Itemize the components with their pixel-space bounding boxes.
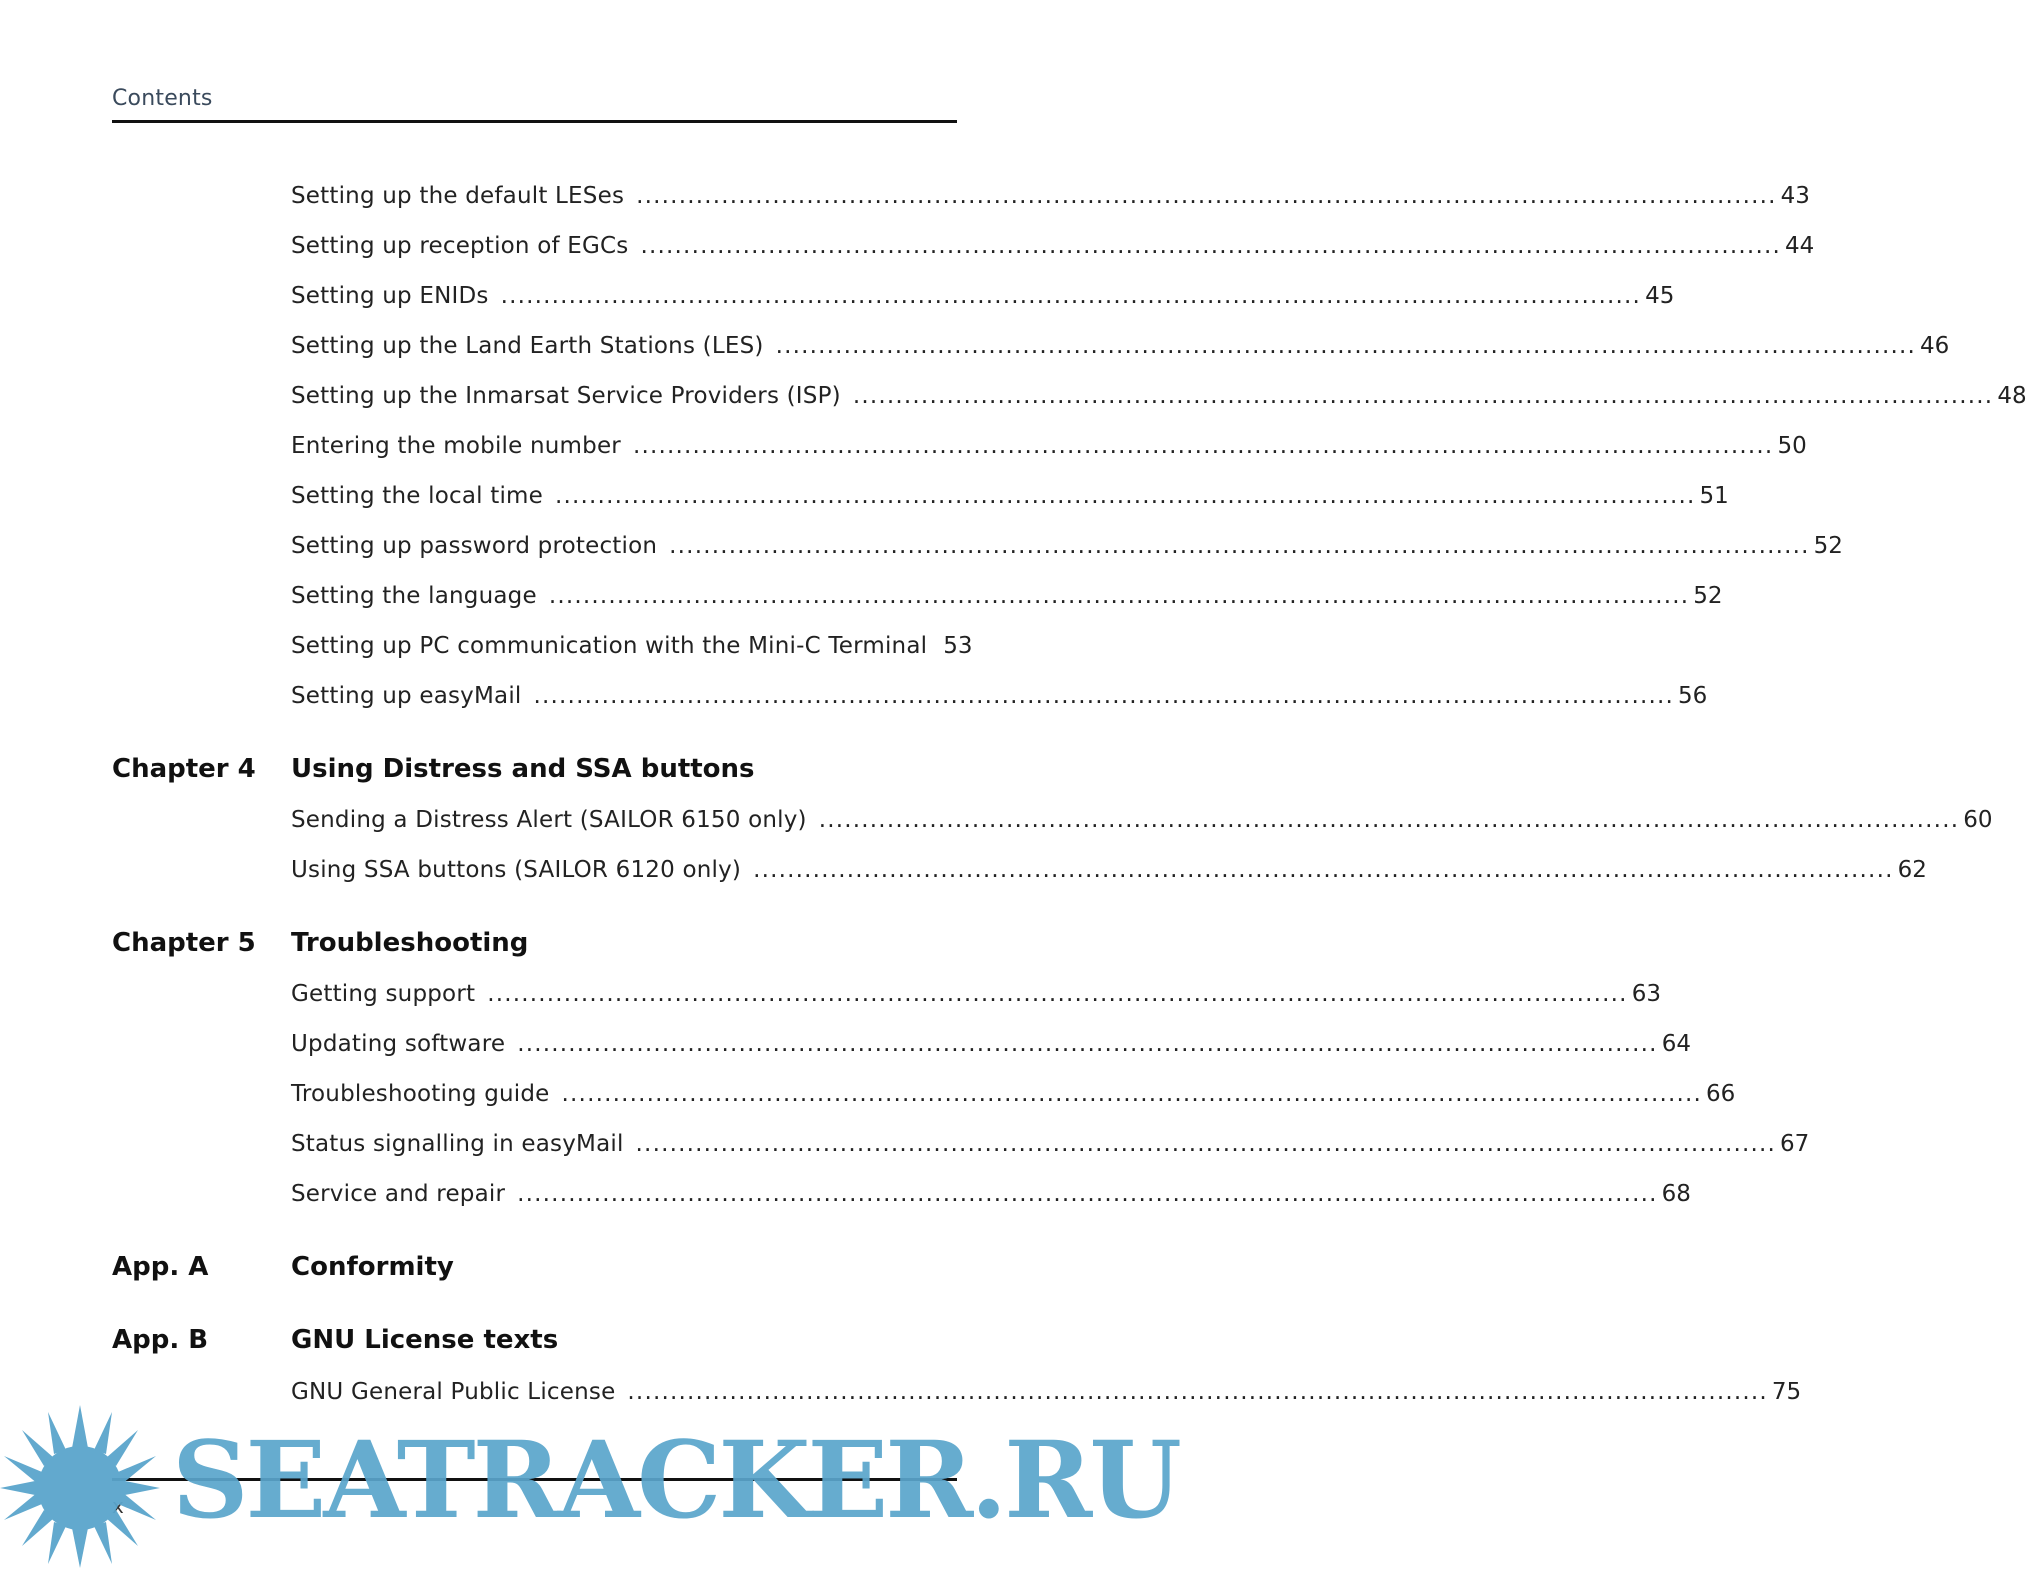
toc-entry[interactable] bbox=[291, 280, 1675, 312]
toc-entry[interactable] bbox=[291, 680, 1708, 712]
toc-entry-page: 62 bbox=[1897, 857, 1927, 883]
toc-entry-page: 46 bbox=[1920, 333, 1950, 359]
toc-entry-page: 63 bbox=[1631, 981, 1661, 1007]
toc-entry-label: Entering the mobile number bbox=[291, 433, 621, 459]
toc-entry-page: 44 bbox=[1784, 233, 1815, 259]
toc-entry-label: Troubleshooting guide bbox=[291, 1081, 550, 1107]
dot-leader: ...................................................................................................................................... bbox=[487, 981, 1628, 1007]
dot-leader: ...................................................................................................................................... bbox=[852, 383, 1994, 409]
toc-entry[interactable] bbox=[291, 180, 1810, 212]
toc-entry-label: Setting up the default LESes bbox=[291, 183, 625, 209]
chapter-label: App. B bbox=[112, 1325, 209, 1355]
dot-leader: ...................................................................................................................................... bbox=[753, 857, 1894, 883]
toc-entry-page: 52 bbox=[1693, 583, 1723, 609]
dot-leader: ...................................................................................................................................... bbox=[635, 1131, 1777, 1157]
toc-entry-label: Updating software bbox=[291, 1031, 506, 1057]
toc-entry[interactable] bbox=[291, 580, 1723, 612]
toc-entry-label: Setting up PC communication with the Mini-C Terminal bbox=[291, 633, 928, 659]
toc-entry-page: 50 bbox=[1777, 433, 1807, 459]
toc-entry[interactable] bbox=[291, 630, 973, 662]
toc-entry-page: 68 bbox=[1661, 1181, 1691, 1207]
toc-entry-label: Setting up the Land Earth Stations (LES) bbox=[291, 333, 764, 359]
toc-entry-page: 67 bbox=[1780, 1131, 1810, 1157]
toc-entry[interactable] bbox=[291, 978, 1661, 1010]
toc-entry-page: 52 bbox=[1813, 533, 1843, 559]
toc-entry[interactable] bbox=[291, 530, 1843, 562]
toc-entry-label: Setting up the Inmarsat Service Providers (ISP) bbox=[291, 383, 841, 409]
toc-entry[interactable] bbox=[291, 1078, 1736, 1110]
toc-entry-page: 48 bbox=[1997, 383, 2027, 409]
toc-entry-label: Setting up ENIDs bbox=[291, 283, 489, 309]
chapter-label: Chapter 5 bbox=[112, 928, 256, 958]
toc-entry-label: Setting up easyMail bbox=[291, 683, 522, 709]
dot-leader: ...................................................................................................................................... bbox=[636, 183, 1777, 209]
chapter-title[interactable]: Conformity bbox=[291, 1252, 454, 1282]
dot-leader: ...................................................................................................................................... bbox=[640, 233, 1781, 259]
toc-entry-label: Status signalling in easyMail bbox=[291, 1131, 624, 1157]
toc-entry-label: Getting support bbox=[291, 981, 476, 1007]
toc-entry-label: Setting up reception of EGCs bbox=[291, 233, 629, 259]
dot-leader: ...................................................................................................................................... bbox=[818, 807, 1960, 833]
toc-entry[interactable] bbox=[291, 380, 2027, 412]
toc-entry-page: 66 bbox=[1706, 1081, 1736, 1107]
toc-entry[interactable] bbox=[291, 1028, 1691, 1060]
toc-entry[interactable] bbox=[291, 430, 1807, 462]
toc-entry[interactable] bbox=[291, 480, 1729, 512]
toc-entry[interactable] bbox=[291, 1178, 1691, 1210]
toc-entry-label: Setting up password protection bbox=[291, 533, 658, 559]
dot-leader: ...................................................................................................................................... bbox=[627, 1379, 1768, 1405]
toc-entry[interactable] bbox=[291, 1128, 1810, 1160]
toc-entry-page: 51 bbox=[1699, 483, 1729, 509]
toc-entry-label: Service and repair bbox=[291, 1181, 506, 1207]
toc-entry-label: Sending a Distress Alert (SAILOR 6150 only) bbox=[291, 807, 807, 833]
toc-entry-label: Setting the language bbox=[291, 583, 537, 609]
toc-entry-label: Using SSA buttons (SAILOR 6120 only) bbox=[291, 857, 742, 883]
dot-leader: ...................................................................................................................................... bbox=[517, 1031, 1658, 1057]
toc-entry[interactable] bbox=[291, 804, 1993, 836]
dot-leader: ...................................................................................................................................... bbox=[561, 1081, 1703, 1107]
dot-leader: ...................................................................................................................................... bbox=[500, 283, 1642, 309]
chapter-label: App. A bbox=[112, 1252, 209, 1282]
toc-entry-page: 60 bbox=[1963, 807, 1993, 833]
toc-entry-label: GNU General Public License bbox=[291, 1379, 616, 1405]
header-title: Contents bbox=[112, 86, 213, 111]
toc-entry-page: 75 bbox=[1771, 1379, 1802, 1405]
toc-entry[interactable] bbox=[291, 330, 1950, 362]
dot-leader: ...................................................................................................................................... bbox=[555, 483, 1696, 509]
dot-leader: ...................................................................................................................................... bbox=[669, 533, 1810, 559]
dot-leader: ...................................................................................................................................... bbox=[548, 583, 1690, 609]
chapter-title[interactable]: Using Distress and SSA buttons bbox=[291, 754, 755, 784]
header-rule bbox=[112, 120, 957, 123]
dot-leader: ...................................................................................................................................... bbox=[632, 433, 1774, 459]
toc-entry-page: 56 bbox=[1678, 683, 1708, 709]
toc-entry-page: 64 bbox=[1661, 1031, 1691, 1057]
toc-entry-page: 45 bbox=[1645, 283, 1675, 309]
toc-entry[interactable] bbox=[291, 230, 1815, 262]
chapter-title[interactable]: Troubleshooting bbox=[291, 928, 529, 958]
dot-leader: ...................................................................................................................................... bbox=[517, 1181, 1658, 1207]
toc-entry-label: Setting the local time bbox=[291, 483, 543, 509]
toc-entry-page: 53 bbox=[943, 633, 973, 659]
watermark-text: SEATRACKER.RU bbox=[172, 1417, 1179, 1542]
toc-entry-page: 43 bbox=[1780, 183, 1810, 209]
toc-entry[interactable] bbox=[291, 854, 1927, 886]
chapter-title[interactable]: GNU License texts bbox=[291, 1325, 559, 1355]
dot-leader: ...................................................................................................................................... bbox=[775, 333, 1917, 359]
dot-leader: ...................................................................................................................................... bbox=[533, 683, 1674, 709]
chapter-label: Chapter 4 bbox=[112, 754, 256, 784]
